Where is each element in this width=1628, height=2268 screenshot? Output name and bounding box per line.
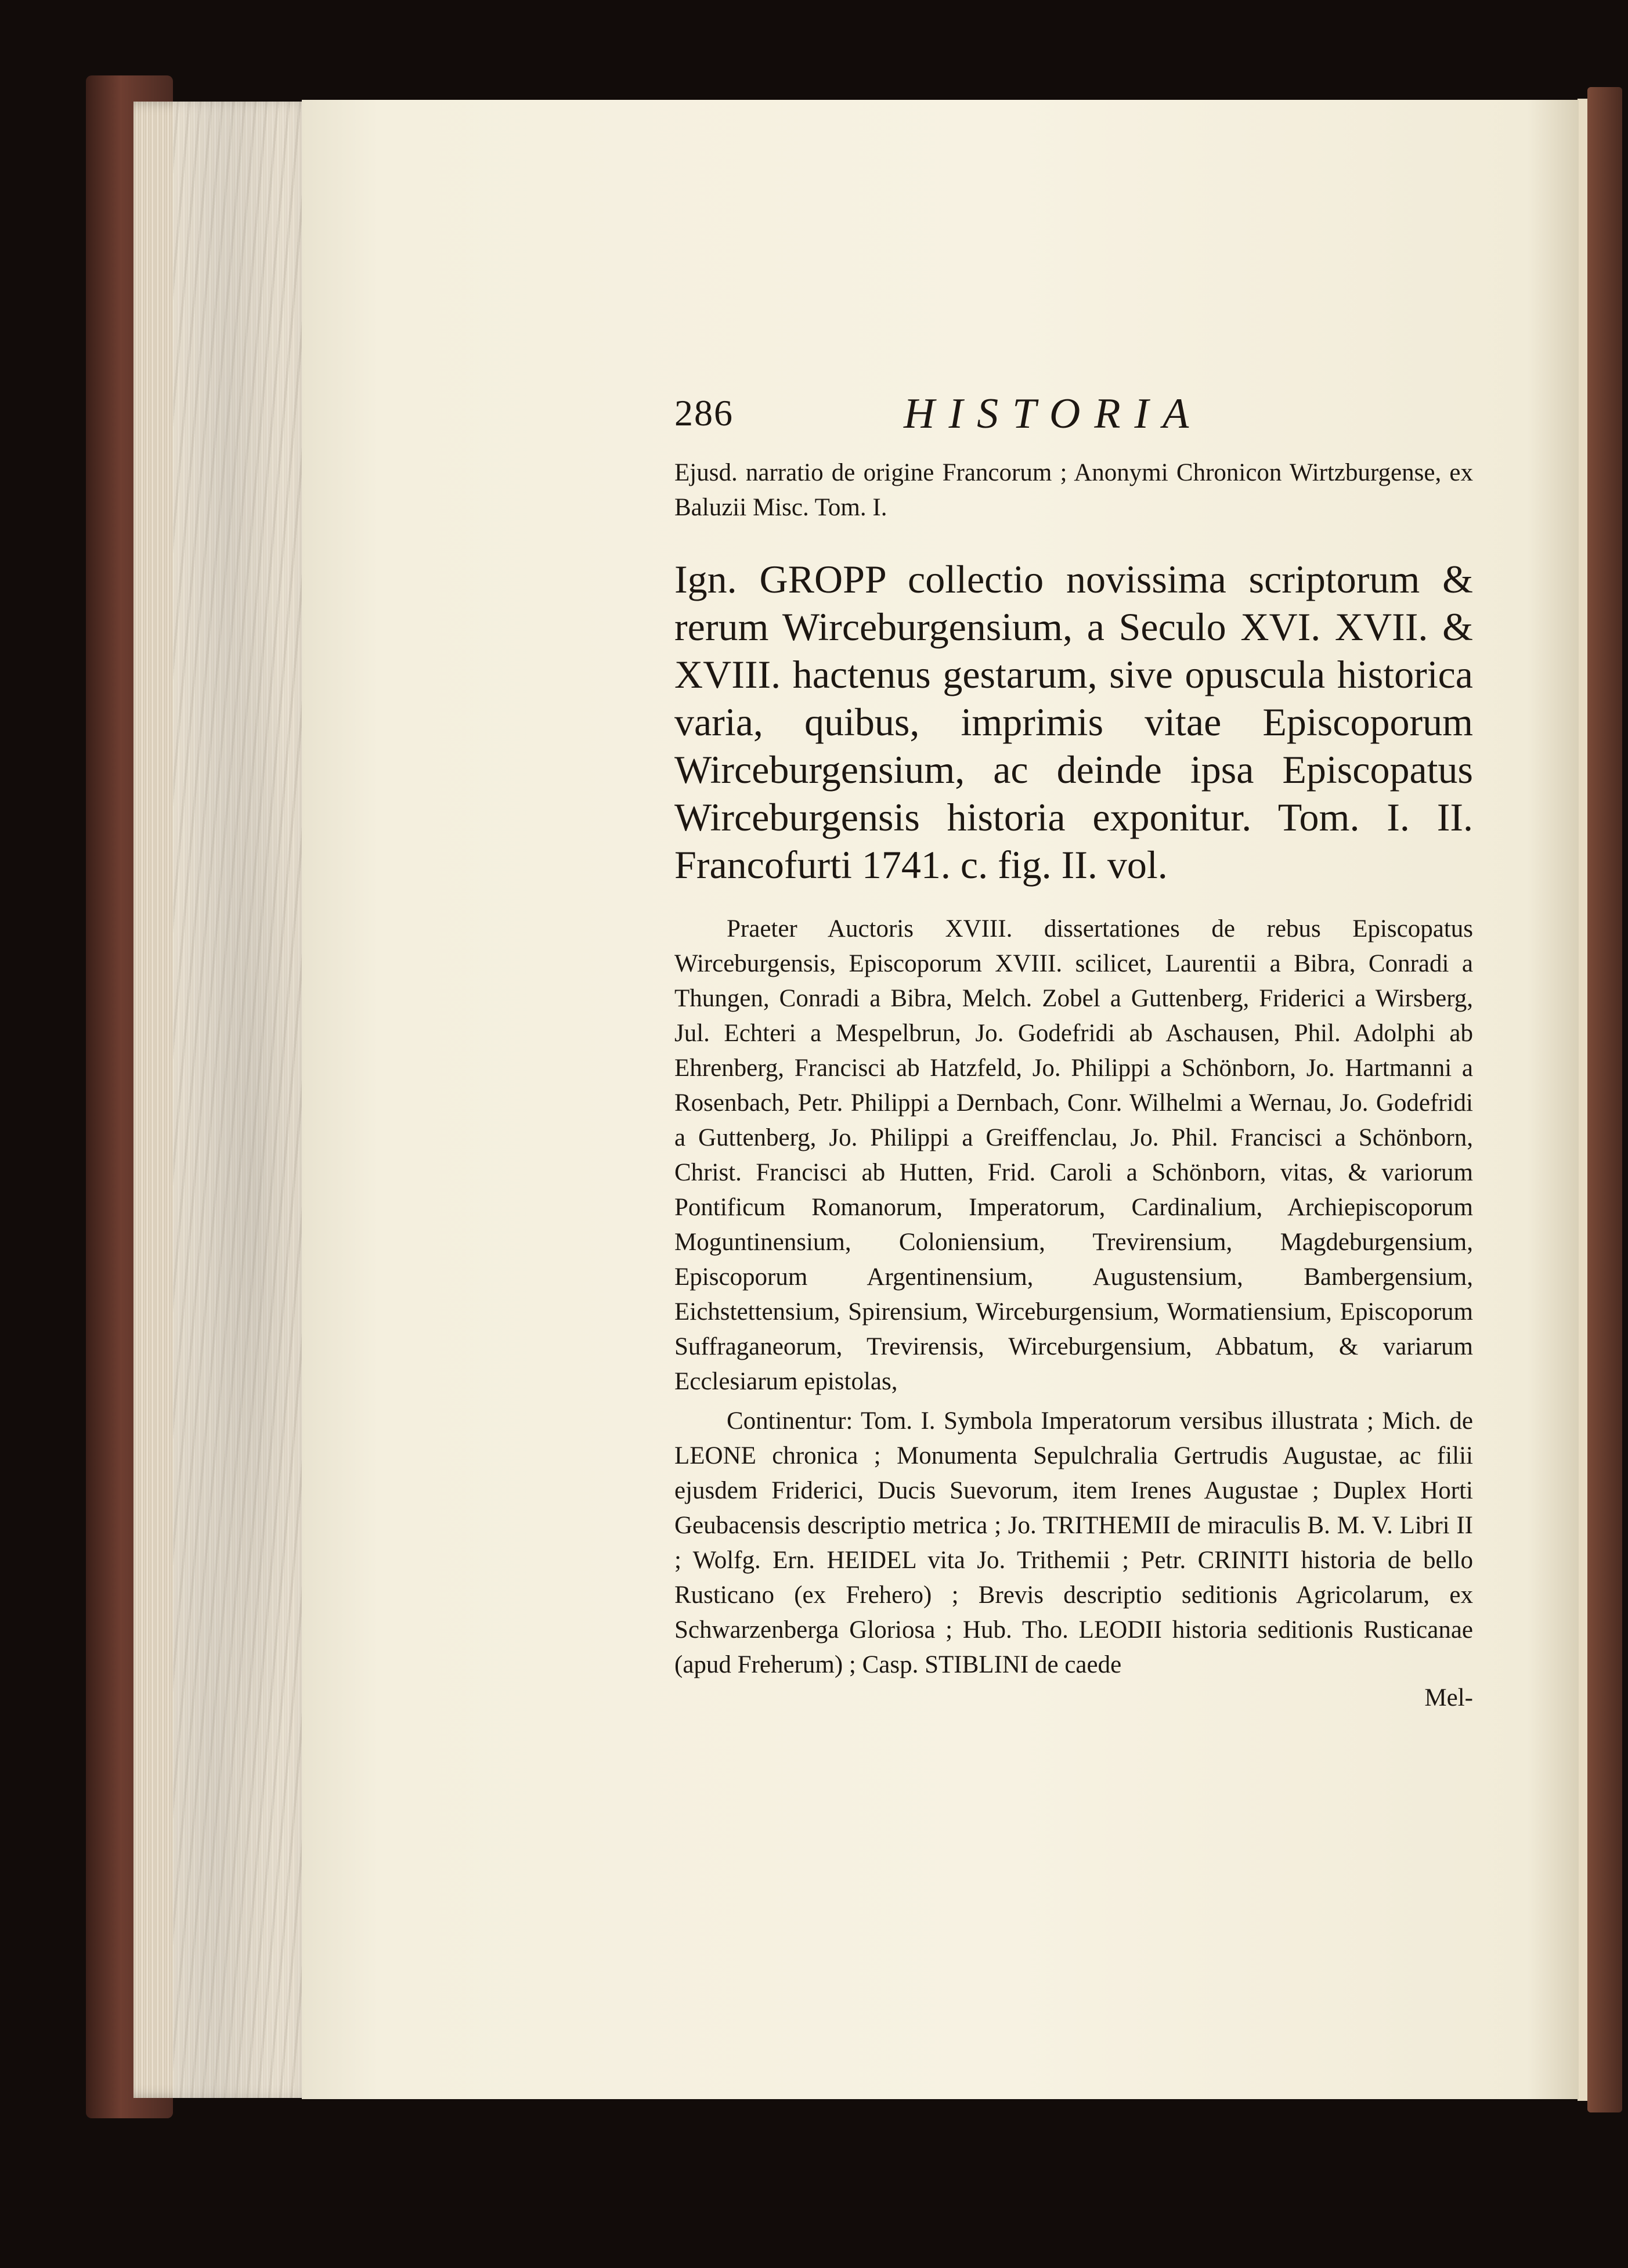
previous-entry: Ejusd. narratio de origine Francorum ; Anonymi Chronicon Wirtzburgense, ex Baluzii Misc. Tom. I.	[674, 459, 1473, 521]
page-number: 286	[674, 392, 734, 434]
page-text	[674, 392, 1473, 1712]
catchword: Mel-	[1424, 1684, 1473, 1711]
running-head: HISTORIA	[904, 390, 1203, 438]
entry-title: Ign. GROPP collectio novissima scriptorum & rerum Wirceburgensium, a Seculo XVI. XVII. & XVIII. hactenus gestarum, sive opuscula historica varia, quibus, imprimis vitae Episcoporum Wirceburgensium, ac deinde ipsa Episcopatus Wirceburgensis historia exponitur. Tom. I. II. Francofurti 1741. c. fig. II. vol.	[674, 557, 1473, 887]
paragraph-2: Continentur: Tom. I. Symbola Imperatorum versibus illustrata ; Mich. de LEONE chronica ; Monumenta Sepulchralia Gertrudis Augustae, ac filii ejusdem Friderici, Ducis Suevorum, item Irenes Augustae ; Duplex Horti Geubacensis descriptio metrica ; Jo. TRITHEMII de miraculis B. M. V. Libri II ; Wolfg. Ern. HEIDEL vita Jo. Trithemii ; Petr. CRINITI historia de bello Rusticano (ex Frehero) ; Brevis descriptio seditionis Agricolarum, ex Schwarzenberga Gloriosa ; Hub. Tho. LEODII historia seditionis Rusticanae (apud Freherum) ; Casp. STIBLINI de caede	[674, 1407, 1473, 1678]
marbled-edge	[173, 102, 312, 2098]
page-header	[674, 392, 1473, 456]
facing-cover	[1587, 87, 1622, 2112]
paragraph-1: Praeter Auctoris XVIII. dissertationes de rebus Episcopatus Wirceburgensis, Episcoporum XVIII. scilicet, Laurentii a Bibra, Conradi a Thungen, Conradi a Bibra, Melch. Zobel a Guttenberg, Friderici a Wirsberg, Jul. Echteri a Mespelbrun, Jo. Godefridi ab Aschausen, Phil. Adolphi ab Ehrenberg, Francisci ab Hatzfeld, Jo. Philippi a Schönborn, Jo. Hartmanni a Rosenbach, Petr. Philippi a Dernbach, Conr. Wilhelmi a Wernau, Jo. Godefridi a Guttenberg, Jo. Philippi a Greiffenclau, Jo. Phil. Francisci a Schönborn, Christ. Francisci ab Hutten, Frid. Caroli a Schönborn, vitas, & variorum Pontificum Romanorum, Imperatorum, Cardinalium, Archiepiscoporum Moguntinensium, Coloniensium, Trevirensium, Magdeburgensium, Episcoporum Argentinensium, Augustensium, Bambergensium, Eichstettensium, Spirensium, Wirceburgensium, Wormatiensium, Episcoporum Suffraganeorum, Trevirensis, Wirceburgensium, Abbatum, & variarum Ecclesiarum epistolas,	[674, 915, 1473, 1395]
